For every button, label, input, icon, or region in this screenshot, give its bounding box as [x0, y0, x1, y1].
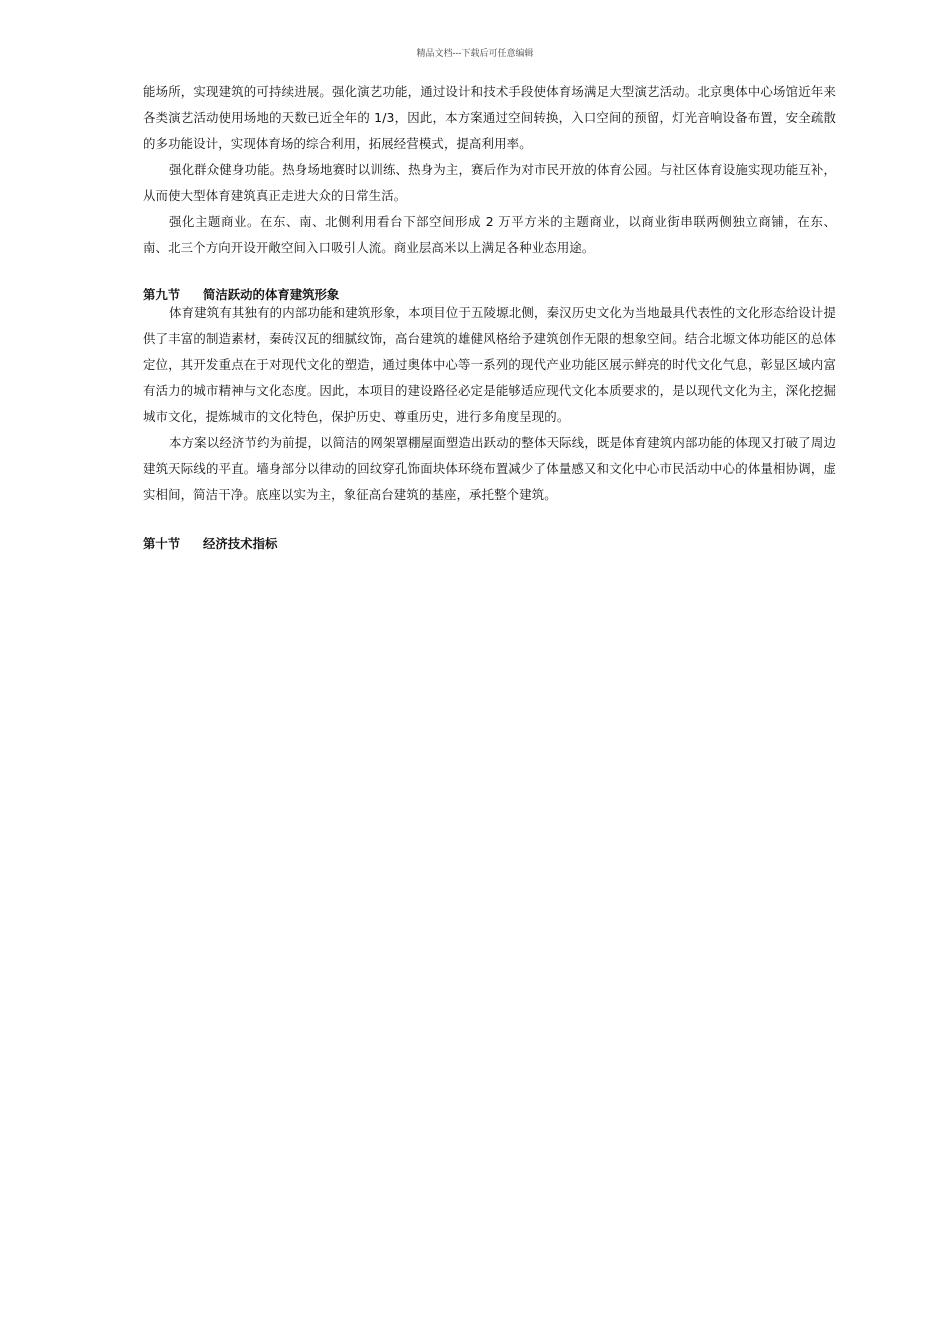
- section-title: 简洁跃动的体育建筑形象: [203, 287, 340, 302]
- section-number: 第九节: [143, 287, 181, 302]
- paragraph: 强化主题商业。在东、南、北侧利用看台下部空间形成 2 万平方米的主题商业，以商业街串联两侧独立商铺，在东、南、北三个方向开设开敞空间入口吸引人流。商业层高米以上满足各种业态用途。: [143, 214, 836, 255]
- paragraph: 能场所，实现建筑的可持续进展。强化演艺功能，通过设计和技术手段使体育场满足大型演艺活动。北京奥体中心场馆近年来各类演艺活动使用场地的天数已近全年的 1/3，因此，本方案通过空间转换，入口空间的预留，灯光音响设备布置，安全疏散的多功能设计，实现体育场的综合利用，拓展经营模式，提高利用率。: [143, 84, 836, 151]
- section-title: 经济技术指标: [203, 536, 278, 551]
- section-heading-10: [143, 535, 277, 553]
- section-number: 第十节: [143, 536, 181, 551]
- paragraph: 体育建筑有其独有的内部功能和建筑形象，本项目位于五陵塬北侧，秦汉历史文化为当地最具代表性的文化形态给设计提供了丰富的制造素材，秦砖汉瓦的细腻纹饰，高台建筑的雄健风格给予建筑创作无限的想象空间。结合北塬文体功能区的总体定位，其开发重点在于对现代文化的塑造，通过奥体中心等一系列的现代产业功能区展示鲜亮的时代文化气息，彰显区域内富有活力的城市精神与文化态度。因此，本项目的建设路径必定是能够适应现代文化本质要求的，是以现代文化为主，深化挖掘城市文化，提炼城市的文化特色，保护历史、尊重历史，进行多角度呈现的。: [143, 305, 836, 424]
- paragraph: 强化群众健身功能。热身场地赛时以训练、热身为主，赛后作为对市民开放的体育公园。与社区体育设施实现功能互补，从而使大型体育建筑真正走进大众的日常生活。: [143, 162, 836, 203]
- paragraph: 本方案以经济节约为前提，以简洁的网架罩棚屋面塑造出跃动的整体天际线，既是体育建筑内部功能的体现又打破了周边建筑天际线的平直。墙身部分以律动的回纹穿孔饰面块体环绕布置减少了体量感又和文化中心市民活动中心的体量相协调，虚实相间，简洁干净。底座以实为主，象征高台建筑的基座，承托整个建筑。: [143, 435, 836, 502]
- page-header: 精品文档---下载后可任意编辑: [416, 49, 534, 59]
- intro-section: [143, 79, 836, 261]
- section-9-body: [143, 300, 836, 508]
